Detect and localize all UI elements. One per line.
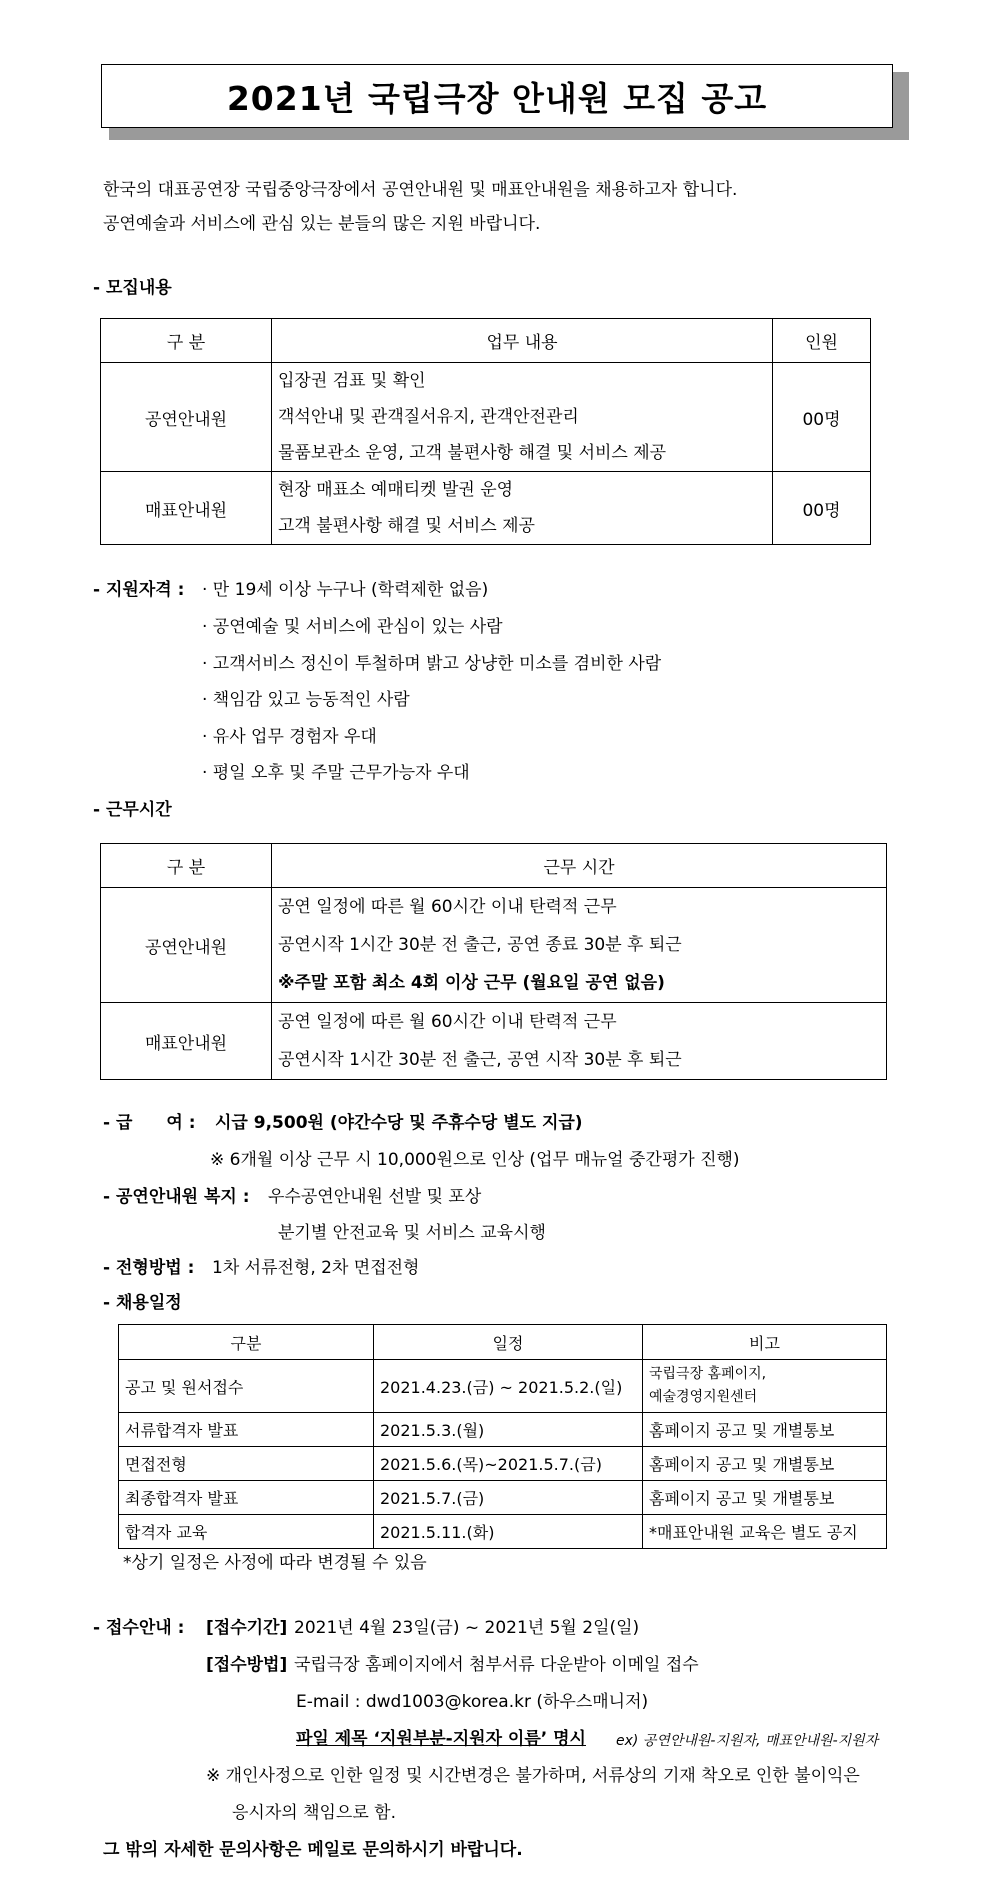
schedule-step: 공고 및 원서접수 (119, 1360, 374, 1413)
recruit-role: 매표안내원 (101, 472, 272, 545)
schedule-step: 서류합격자 발표 (119, 1413, 374, 1447)
recruit-duty: 물품보관소 운영, 고객 불편사항 해결 및 서비스 제공 (278, 443, 667, 463)
schedule-table (118, 1324, 887, 1549)
table-row (119, 1481, 887, 1515)
schedule-note: 국립극장 홈페이지, (649, 1366, 767, 1382)
hours-line: 공연 일정에 따른 월 60시간 이내 탄력적 근무 (278, 1012, 617, 1032)
recruit-header-count: 인원 (773, 319, 871, 363)
hours-heading: - 근무시간 (93, 800, 172, 820)
recruit-duty: 입장권 검표 및 확인 (278, 371, 426, 391)
schedule-step: 최종합격자 발표 (119, 1481, 374, 1515)
qualification-item: · 고객서비스 정신이 투철하며 밝고 상냥한 미소를 겸비한 사람 (202, 654, 662, 674)
application-period: 2021년 4월 23일(금) ~ 2021년 5월 2일(일) (294, 1618, 640, 1638)
schedule-date: 2021.4.23.(금) ~ 2021.5.2.(일) (374, 1360, 643, 1413)
intro-line-2: 공연예술과 서비스에 관심 있는 분들의 많은 지원 바랍니다. (103, 214, 541, 234)
table-row (101, 363, 871, 472)
qualification-item: · 공연예술 및 서비스에 관심이 있는 사람 (202, 617, 503, 637)
table-row (119, 1447, 887, 1481)
application-example: ex) 공연안내원-지원자, 매표안내원-지원자 (616, 1733, 879, 1749)
recruit-duty: 현장 매표소 예매티켓 발권 운영 (278, 480, 514, 500)
hours-role: 공연안내원 (101, 888, 272, 1003)
table-row (119, 1413, 887, 1447)
hours-header-time: 근무 시간 (272, 844, 887, 888)
hours-line: 공연시작 1시간 30분 전 출근, 공연 종료 30분 후 퇴근 (278, 935, 682, 955)
qualification-item: · 책임감 있고 능동적인 사람 (202, 690, 410, 710)
recruit-heading: - 모집내용 (93, 278, 172, 298)
welfare-line: 분기별 안전교육 및 서비스 교육시행 (278, 1223, 546, 1243)
application-label: - 접수안내 : (93, 1618, 185, 1638)
hours-line: 공연 일정에 따른 월 60시간 이내 탄력적 근무 (278, 897, 617, 917)
salary-label: - 급 여 : (103, 1113, 196, 1133)
table-row (101, 1003, 887, 1080)
application-method: 국립극장 홈페이지에서 첨부서류 다운받아 이메일 접수 (294, 1655, 699, 1675)
application-email: E-mail : dwd1003@korea.kr (하우스매니저) (296, 1692, 649, 1712)
schedule-date: 2021.5.3.(월) (374, 1413, 643, 1447)
application-period-label: [접수기간] (206, 1618, 288, 1638)
qualification-item: · 유사 업무 경험자 우대 (202, 727, 377, 747)
hours-line: 공연시작 1시간 30분 전 출근, 공연 시작 30분 후 퇴근 (278, 1050, 682, 1070)
welfare-label: - 공연안내원 복지 : (103, 1187, 250, 1207)
recruit-count: 00명 (773, 363, 871, 472)
selection-label: - 전형방법 : (103, 1258, 195, 1278)
recruit-duty: 객석안내 및 관객질서유지, 관객안전관리 (278, 407, 579, 427)
qualification-item: · 만 19세 이상 누구나 (학력제한 없음) (202, 580, 489, 600)
recruit-header-division: 구 분 (101, 319, 272, 363)
hours-role: 매표안내원 (101, 1003, 272, 1080)
table-row (119, 1360, 887, 1413)
schedule-header-step: 구분 (119, 1325, 374, 1360)
application-note: ※ 개인사정으로 인한 일정 및 시간변경은 불가하며, 서류상의 기재 착오로 인한 불이익은 (206, 1766, 860, 1786)
intro-line-1: 한국의 대표공연장 국립중앙극장에서 공연안내원 및 매표안내원을 채용하고자 합니다. (103, 180, 738, 200)
schedule-note: *매표안내원 교육은 별도 공지 (643, 1515, 887, 1549)
recruit-duty: 고객 불편사항 해결 및 서비스 제공 (278, 516, 535, 536)
schedule-step: 합격자 교육 (119, 1515, 374, 1549)
recruit-role: 공연안내원 (101, 363, 272, 472)
schedule-note: 홈페이지 공고 및 개별통보 (643, 1413, 887, 1447)
schedule-header-note: 비고 (643, 1325, 887, 1360)
schedule-heading: - 채용일정 (103, 1293, 182, 1313)
closing-text: 그 밖의 자세한 문의사항은 메일로 문의하시기 바랍니다. (103, 1840, 523, 1860)
qualification-item: · 평일 오후 및 주말 근무가능자 우대 (202, 763, 470, 783)
schedule-step: 면접전형 (119, 1447, 374, 1481)
salary-note: ※ 6개월 이상 근무 시 10,000원으로 인상 (업무 매뉴얼 중간평가 진행) (210, 1150, 740, 1170)
recruit-header-duties: 업무 내용 (272, 319, 773, 363)
salary-value: 시급 9,500원 (야간수당 및 주휴수당 별도 지급) (215, 1113, 583, 1133)
schedule-date: 2021.5.6.(목)~2021.5.7.(금) (374, 1447, 643, 1481)
table-row (119, 1515, 887, 1549)
hours-header-division: 구 분 (101, 844, 272, 888)
qualification-label: - 지원자격 : (93, 580, 185, 600)
schedule-footnote: *상기 일정은 사정에 따라 변경될 수 있음 (123, 1553, 427, 1573)
schedule-header-date: 일정 (374, 1325, 643, 1360)
hours-note: ※주말 포함 최소 4회 이상 근무 (월요일 공연 없음) (278, 973, 665, 993)
schedule-date: 2021.5.7.(금) (374, 1481, 643, 1515)
application-filename: 파일 제목 ‘지원부분-지원자 이름’ 명시 (296, 1729, 586, 1749)
selection-value: 1차 서류전형, 2차 면접전형 (212, 1258, 420, 1278)
recruit-count: 00명 (773, 472, 871, 545)
application-method-label: [접수방법] (206, 1655, 288, 1675)
hours-table (100, 843, 887, 1080)
schedule-note: 홈페이지 공고 및 개별통보 (643, 1447, 887, 1481)
table-row (101, 472, 871, 545)
schedule-note: 홈페이지 공고 및 개별통보 (643, 1481, 887, 1515)
page-title: 2021년 국립극장 안내원 모집 공고 (101, 64, 893, 128)
schedule-date: 2021.5.11.(화) (374, 1515, 643, 1549)
schedule-note: 예술경영지원센터 (649, 1389, 758, 1405)
application-note-cont: 응시자의 책임으로 함. (232, 1803, 397, 1823)
recruit-table (100, 318, 871, 545)
table-row (101, 888, 887, 1003)
welfare-line: 우수공연안내원 선발 및 포상 (268, 1187, 482, 1207)
